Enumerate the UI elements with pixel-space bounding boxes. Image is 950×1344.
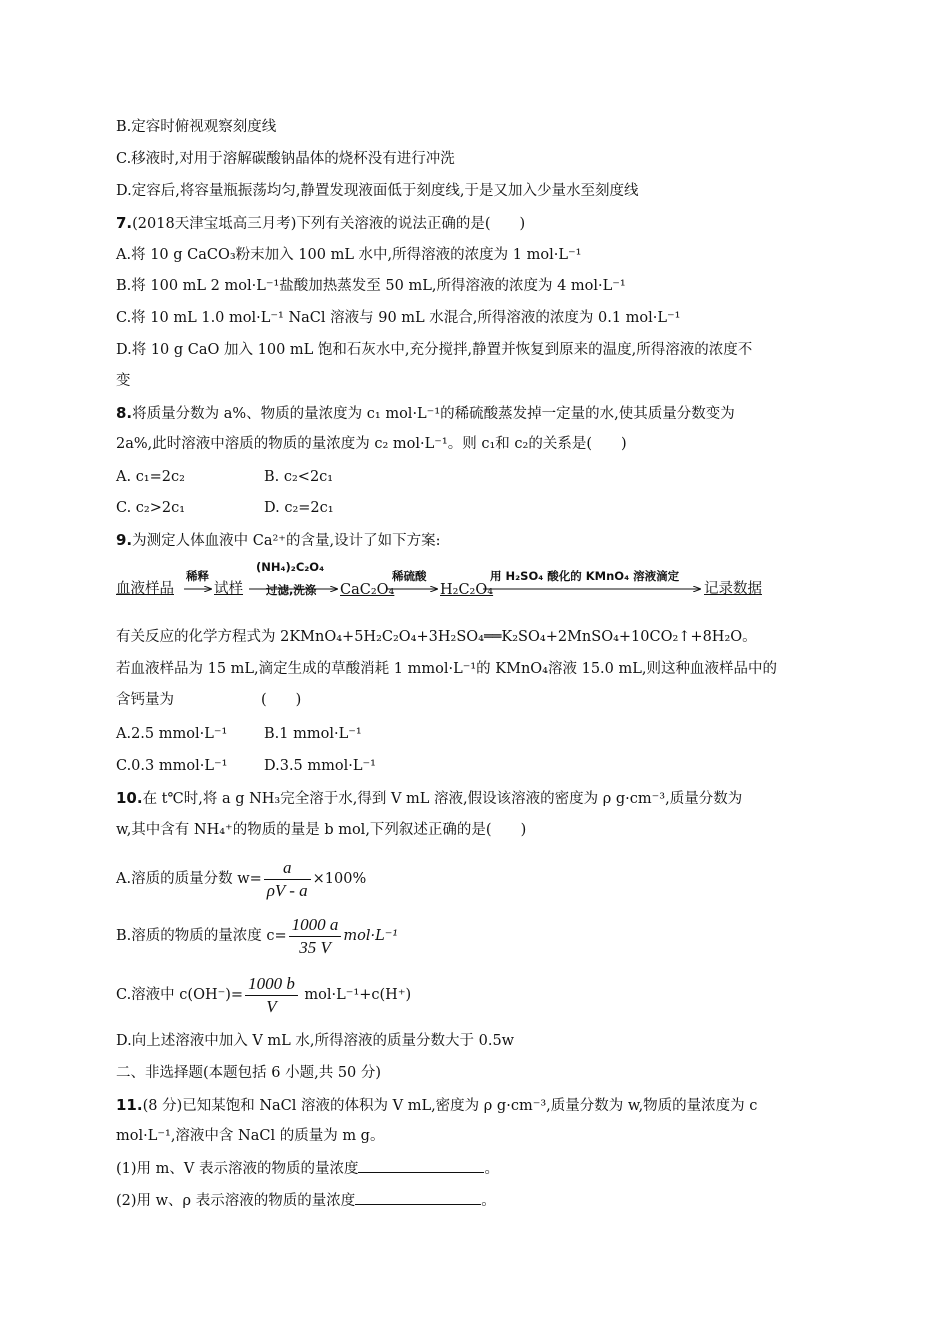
flow-label-titration: 用 H₂SO₄ 酸化的 KMnO₄ 溶液滴定: [490, 569, 680, 583]
q7-option-d-line2: 变: [116, 373, 131, 389]
q9-stem-text: 为测定人体血液中 Ca²⁺的含量,设计了如下方案:: [132, 533, 441, 549]
q8-stem-line2: 2a%,此时溶液中溶质的物质的量浓度为 c₂ mol·L⁻¹。则 c₁和 c₂的关系是( ): [116, 436, 627, 452]
q8-stem-text: 将质量分数为 a%、物质的量浓度为 c₁ mol·L⁻¹的稀硫酸蒸发掉一定量的水,使其质量分数变为: [132, 406, 735, 422]
q11-part-1-answer-blank[interactable]: [358, 1158, 484, 1173]
q11-number: 11.: [116, 1096, 143, 1114]
q8-option-a: A. c₁=2c₂: [116, 469, 185, 485]
q7-option-d-line1: D.将 10 g CaO 加入 100 mL 饱和石灰水中,充分搅拌,静置并恢复到原来的温度,所得溶液的浓度不: [116, 342, 753, 358]
flow-label-dilute-h2so4: 稀硫酸: [392, 569, 427, 583]
q7-stem-text: (2018天津宝坻高三月考)下列有关溶液的说法正确的是( ): [132, 216, 526, 232]
q8-options-row1: [116, 467, 334, 487]
q9-flow-diagram: [116, 562, 776, 598]
q10-option-a: [116, 856, 366, 902]
q9-equation: 有关反应的化学方程式为 2KMnO₄+5H₂C₂O₄+3H₂SO₄══K₂SO₄+2MnSO₄+10CO₂↑+8H₂O。: [116, 629, 757, 645]
q11-stem-line1: [116, 1095, 757, 1116]
flow-step-sample: 试样: [214, 581, 243, 597]
q7-option-a: A.将 10 g CaCO₃粉末加入 100 mL 水中,所得溶液的浓度为 1 mol·L⁻¹: [116, 247, 582, 263]
flow-step-blood-sample: 血液样品: [116, 581, 174, 597]
q10-stem-line1: [116, 788, 742, 809]
q10-option-c-suffix: mol·L⁻¹+c(H⁺): [299, 987, 412, 1003]
q8-stem-line1: [116, 403, 735, 424]
q8-option-b: B. c₂<2c₁: [264, 469, 334, 485]
q10-option-c-label: C.溶液中 c(OH⁻)=: [116, 987, 244, 1003]
q10-option-b-suffix: mol·L⁻¹: [343, 928, 399, 944]
q8-number: 8.: [116, 404, 133, 422]
fraction-numerator: 1000 a: [289, 914, 342, 937]
q9-option-a: A.2.5 mmol·L⁻¹: [116, 726, 228, 742]
q10-option-a-fraction: [264, 857, 311, 902]
q11-part-2-text: (2)用 w、ρ 表示溶液的物质的量浓度: [116, 1193, 356, 1209]
fraction-denominator: 35 V: [299, 937, 331, 957]
q10-option-b: [116, 913, 398, 959]
q11-stem-line2: mol·L⁻¹,溶液中含 NaCl 的质量为 m g。: [116, 1128, 385, 1144]
flow-step-record: 记录数据: [704, 581, 762, 597]
flow-label-oxalate: (NH₄)₂C₂O₄: [256, 560, 325, 574]
flow-label-filter-wash: 过滤,洗涤: [266, 583, 317, 597]
q9-text-line1: 若血液样品为 15 mL,滴定生成的草酸消耗 1 mmol·L⁻¹的 KMnO₄溶液 15.0 mL,则这种血液样品中的: [116, 661, 777, 677]
q11-stem-text: (8 分)已知某饱和 NaCl 溶液的体积为 V mL,密度为 ρ g·cm⁻³,质量分数为 w,物质的量浓度为 c: [142, 1098, 758, 1114]
q9-option-c: C.0.3 mmol·L⁻¹: [116, 758, 228, 774]
q11-part-2: [116, 1190, 496, 1211]
q10-option-b-fraction: [289, 914, 342, 959]
q7-option-b: B.将 100 mL 2 mol·L⁻¹盐酸加热蒸发至 50 mL,所得溶液的浓度为 4 mol·L⁻¹: [116, 278, 626, 294]
q9-option-d: D.3.5 mmol·L⁻¹: [264, 758, 376, 774]
q10-option-d: D.向上述溶液中加入 V mL 水,所得溶液的质量分数大于 0.5w: [116, 1033, 515, 1049]
fraction-numerator: 1000 b: [245, 973, 298, 996]
q9-number: 9.: [116, 531, 133, 549]
q6-option-c: C.移液时,对用于溶解碳酸钠晶体的烧杯没有进行冲洗: [116, 151, 455, 167]
q9-options-row2: [116, 756, 376, 776]
fraction-denominator: ρV - a: [266, 880, 308, 900]
fraction-numerator: a: [264, 857, 311, 880]
flow-step-cac2o4: CaC₂O₄: [340, 582, 395, 598]
q10-number: 10.: [116, 789, 143, 807]
q10-option-b-label: B.溶质的物质的量浓度 c=: [116, 928, 287, 944]
q10-option-c: [116, 972, 411, 1018]
q7-stem: [116, 213, 525, 234]
q11-part-1: [116, 1158, 499, 1179]
flow-step-h2c2o4: H₂C₂O₄: [440, 582, 494, 598]
q7-option-c: C.将 10 mL 1.0 mol·L⁻¹ NaCl 溶液与 90 mL 水混合,所得溶液的浓度为 0.1 mol·L⁻¹: [116, 310, 681, 326]
q11-part-1-text: (1)用 m、V 表示溶液的物质的量浓度: [116, 1161, 359, 1177]
q9-option-b: B.1 mmol·L⁻¹: [264, 726, 362, 742]
q10-option-c-fraction: [245, 973, 298, 1018]
flow-label-dilute: 稀释: [186, 569, 209, 583]
q9-stem: [116, 530, 440, 551]
q6-option-b: B.定容时俯视观察刻度线: [116, 119, 277, 135]
q9-text-line2: 含钙量为 ( ): [116, 692, 302, 708]
section-2-heading: 二、非选择题(本题包括 6 小题,共 50 分): [116, 1065, 382, 1081]
q10-stem-line2: w,其中含有 NH₄⁺的物质的量是 b mol,下列叙述正确的是( ): [116, 822, 527, 838]
q8-options-row2: [116, 498, 334, 518]
q9-options-row1: [116, 724, 362, 744]
q8-option-d: D. c₂=2c₁: [264, 500, 334, 516]
q10-stem-text: 在 t℃时,将 a g NH₃完全溶于水,得到 V mL 溶液,假设该溶液的密度为 ρ g·cm⁻³,质量分数为: [142, 791, 743, 807]
q7-number: 7.: [116, 214, 133, 232]
fraction-denominator: V: [266, 996, 277, 1016]
q6-option-d: D.定容后,将容量瓶振荡均匀,静置发现液面低于刻度线,于是又加入少量水至刻度线: [116, 183, 639, 199]
q11-part-2-answer-blank[interactable]: [355, 1190, 481, 1205]
q11-part-2-end: 。: [481, 1193, 496, 1209]
q11-part-1-end: 。: [484, 1161, 499, 1177]
q10-option-a-label: A.溶质的质量分数 w=: [116, 871, 262, 887]
q8-option-c: C. c₂>2c₁: [116, 500, 186, 516]
q10-option-a-suffix: ×100%: [312, 871, 367, 887]
